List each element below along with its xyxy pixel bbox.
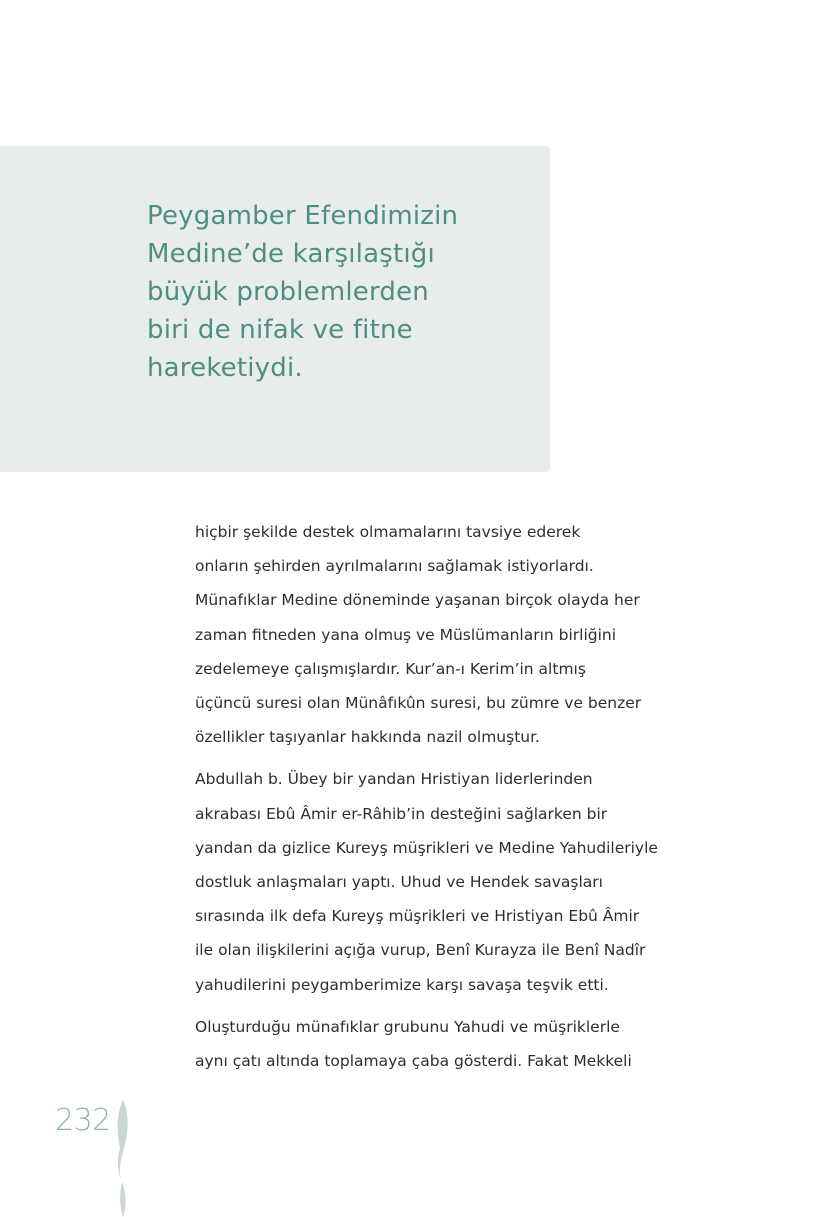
- text-line: Oluşturduğu münafıklar grubunu Yahudi ve müşriklerle: [195, 1017, 620, 1036]
- paragraph-3: [195, 1010, 715, 1078]
- text-line: üçüncü suresi olan Münâfıkûn suresi, bu zümre ve benzer: [195, 694, 642, 713]
- text-line: zaman fitneden yana olmuş ve Müslümanların birliğini: [195, 625, 617, 644]
- text-line: zedelemeye çalışmışlardır. Kur’an-ı Kerim’in altmış: [195, 659, 586, 678]
- text-line: Münafıklar Medine döneminde yaşanan birçok olayda her: [195, 591, 640, 610]
- page-ornament-icon: [113, 1100, 133, 1217]
- paragraph-2: [195, 762, 715, 1001]
- text-line: yahudilerini peygamberimize karşı savaşa teşvik etti.: [195, 975, 609, 994]
- paragraph-1: [195, 515, 715, 754]
- text-line: dostluk anlaşmaları yaptı. Uhud ve Hendek savaşları: [195, 873, 603, 892]
- pullquote-text: [147, 197, 537, 387]
- text-line: yandan da gizlice Kureyş müşrikleri ve Medine Yahudileriyle: [195, 838, 658, 857]
- text-line: sırasında ilk defa Kureyş müşrikleri ve Hristiyan Ebû Âmir: [195, 907, 640, 926]
- body-text: [195, 515, 715, 1086]
- pullquote-line: biri de nifak ve fitne: [147, 315, 413, 345]
- text-line: akrabası Ebû Âmir er-Râhib’in desteğini sağlarken bir: [195, 804, 608, 823]
- pullquote-line: büyük problemlerden: [147, 277, 429, 307]
- text-line: onların şehirden ayrılmalarını sağlamak istiyorlardı.: [195, 557, 594, 576]
- text-line: hiçbir şekilde destek olmamalarını tavsiye ederek: [195, 523, 581, 541]
- pullquote-line: hareketiydi.: [147, 353, 303, 383]
- pullquote-line: Peygamber Efendimizin: [147, 201, 459, 231]
- text-line: aynı çatı altında toplamaya çaba gösterdi. Fakat Mekkeli: [195, 1052, 632, 1071]
- pullquote-line: Medine’de karşılaştığı: [147, 239, 435, 269]
- text-line: ile olan ilişkilerini açığa vurup, Benî Kurayza ile Benî Nadîr: [195, 941, 646, 960]
- page-number: 232: [55, 1103, 111, 1138]
- text-line: özellikler taşıyanlar hakkında nazil olmuştur.: [195, 728, 540, 747]
- text-line: Abdullah b. Übey bir yandan Hristiyan liderlerinden: [195, 770, 593, 789]
